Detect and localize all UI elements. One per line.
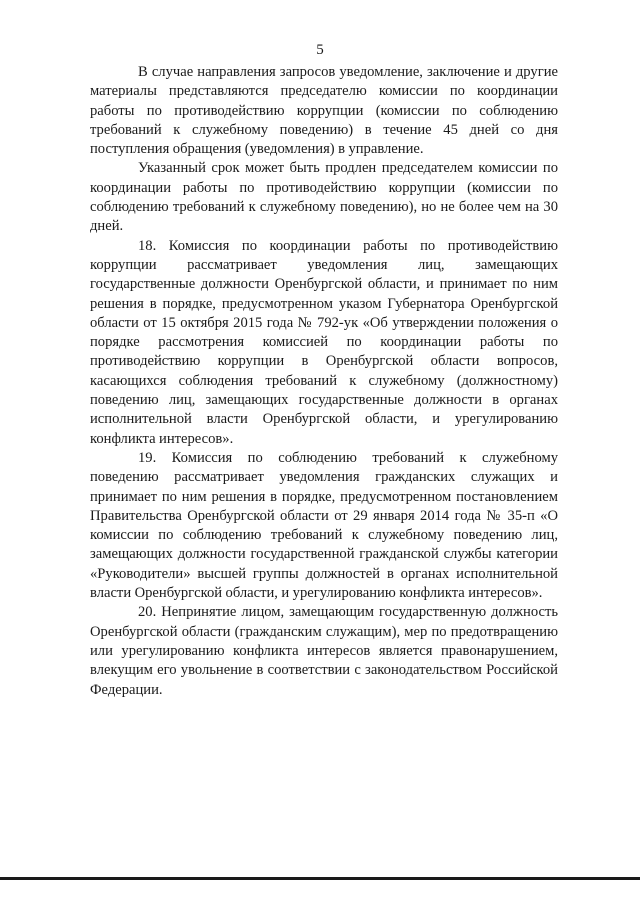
- paragraph-item-19: 19. Комиссия по соблюдению требований к служебному поведению рассматривает уведомления гражданских служащих и принимает по ним решения в порядке, предусмотренном постановлением Правительства Оренбургской области от 29 января 2014 года № 35-п «О комиссии по соблюдению требований к служебному поведению лиц, замещающих должности государственной гражданской службы категории «Руководители» высшей группы должностей в органах исполнительной власти Оренбургской области, и урегулированию конфликта интересов».: [90, 449, 558, 602]
- paragraph-deadline-extension: Указанный срок может быть продлен председателем комиссии по координации работы по противодействию коррупции (комиссии по соблюдению требований к служебному поведению), но не более чем на 30 дней.: [90, 160, 558, 235]
- paragraph-requests-deadline: В случае направления запросов уведомление, заключение и другие материалы представляются председателю комиссии по координации работы по противодействию коррупции (комиссии по соблюдению требований к служебному поведению) в течение 45 дней со дня поступления обращения (уведомления) в управление.: [90, 64, 558, 158]
- paragraph-item-20: 20. Непринятие лицом, замещающим государственную должность Оренбургской области (гражданским служащим), мер по предотвращению или урегулированию конфликта интересов является правонарушением, влекущим его увольнение в соответствии с законодательством Российской Федерации.: [90, 604, 558, 698]
- bottom-rule: [0, 877, 640, 880]
- page-number: 5: [316, 42, 324, 58]
- paragraph-item-18: 18. Комиссия по координации работы по противодействию коррупции рассматривает уведомления лиц, замещающих государственные должности Оренбургской области, и принимает по ним решения в порядке, предусмотренном указом Губернатора Оренбургской области от 15 октября 2015 года № 792-ук «Об утверждении положения о порядке рассмотрения комиссией по координации работы по противодействию коррупции в Оренбургской области вопросов, касающихся соблюдения требований к служебному (должностному) поведению лиц, замещающих государственные должности в органах исполнительной власти Оренбургской области, и урегулированию конфликта интересов».: [90, 237, 558, 447]
- document-body: [90, 63, 558, 700]
